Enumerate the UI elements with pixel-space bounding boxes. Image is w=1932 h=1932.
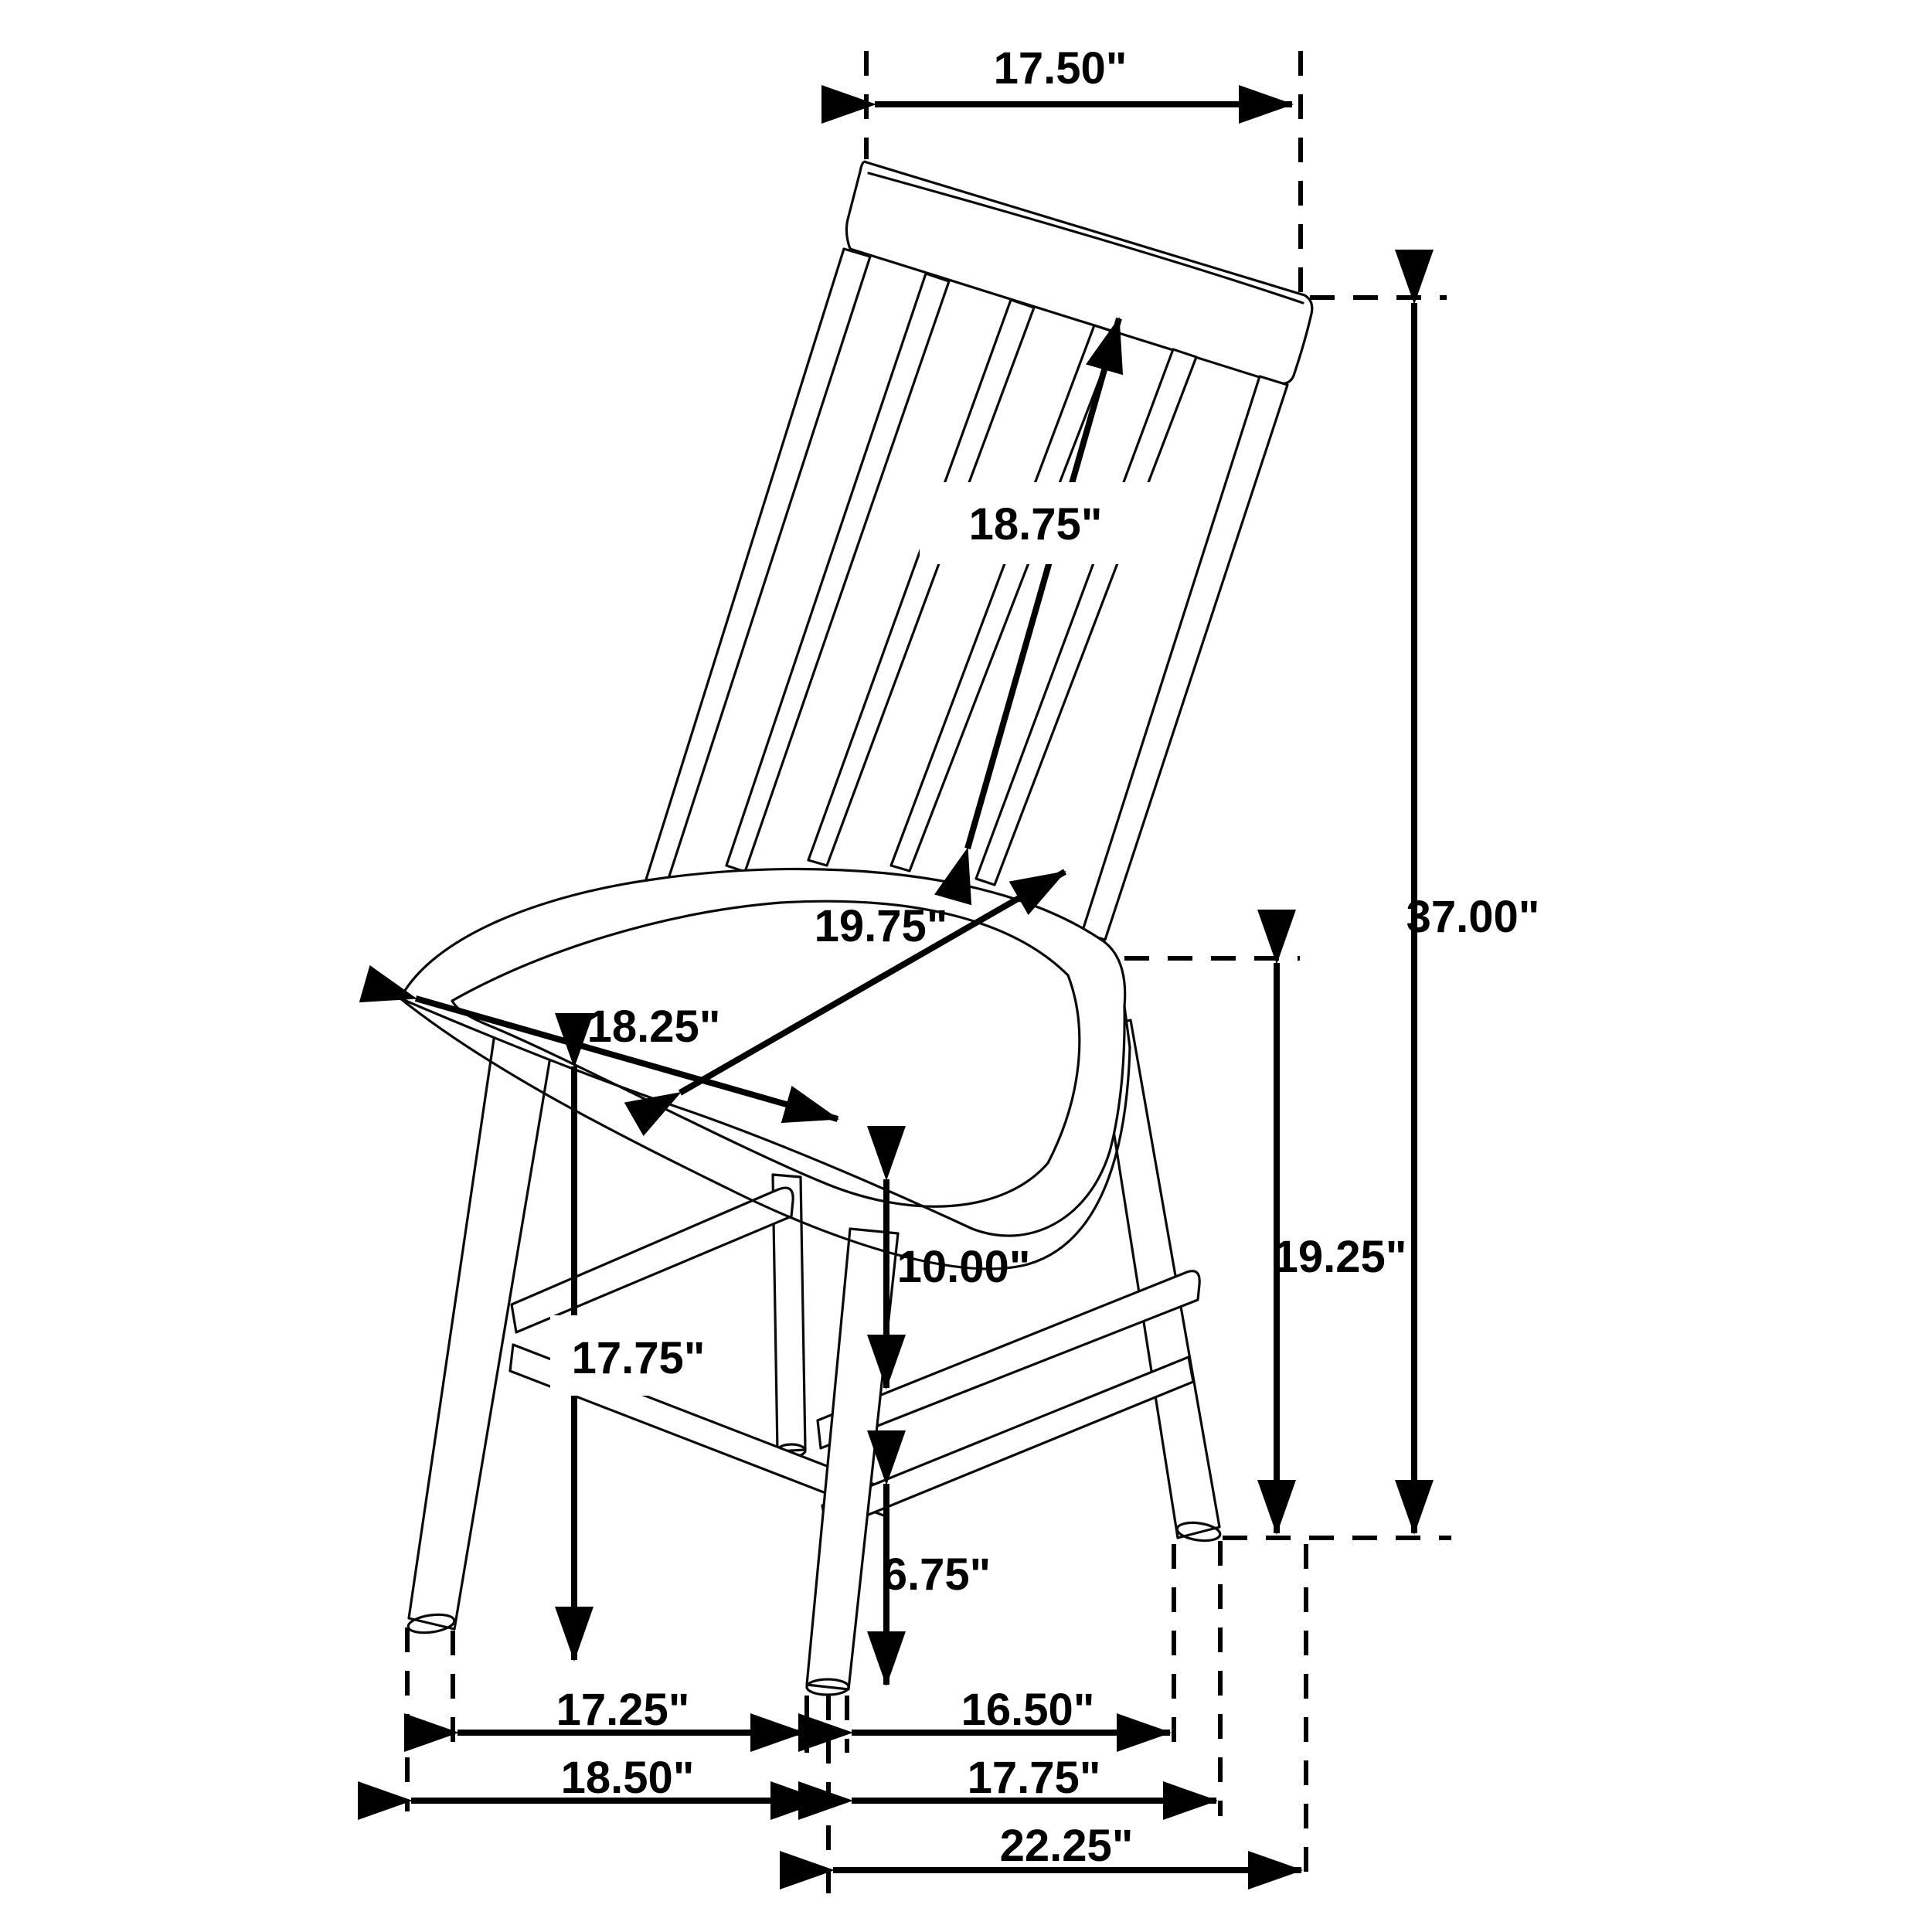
label-front-inner-span: 17.25" (556, 1685, 690, 1735)
label-seat-front-width: 18.25" (587, 1002, 721, 1052)
label-overall-depth: 22.25" (999, 1821, 1134, 1871)
label-backrest-diagonal: 18.75" (968, 499, 1103, 549)
label-back-top-width: 17.50" (993, 43, 1128, 94)
label-seat-to-stretcher: 10.00" (896, 1242, 1031, 1292)
chair-front-left-leg (409, 1034, 553, 1629)
stretcher-left-side (512, 1188, 793, 1332)
label-floor-to-seat-front: 17.75" (571, 1333, 706, 1383)
label-overall-height: 37.00" (1406, 892, 1540, 942)
label-front-outer-span: 18.50" (560, 1753, 695, 1803)
label-seat-diagonal: 19.75" (814, 901, 948, 951)
label-floor-to-seat-rear: 19.25" (1273, 1232, 1407, 1282)
label-front-rear-span: 16.50" (961, 1685, 1095, 1735)
label-stretcher-to-floor: 6.75" (882, 1549, 992, 1600)
label-depth-mid-span: 17.75" (967, 1753, 1101, 1803)
spindle (1082, 376, 1287, 940)
